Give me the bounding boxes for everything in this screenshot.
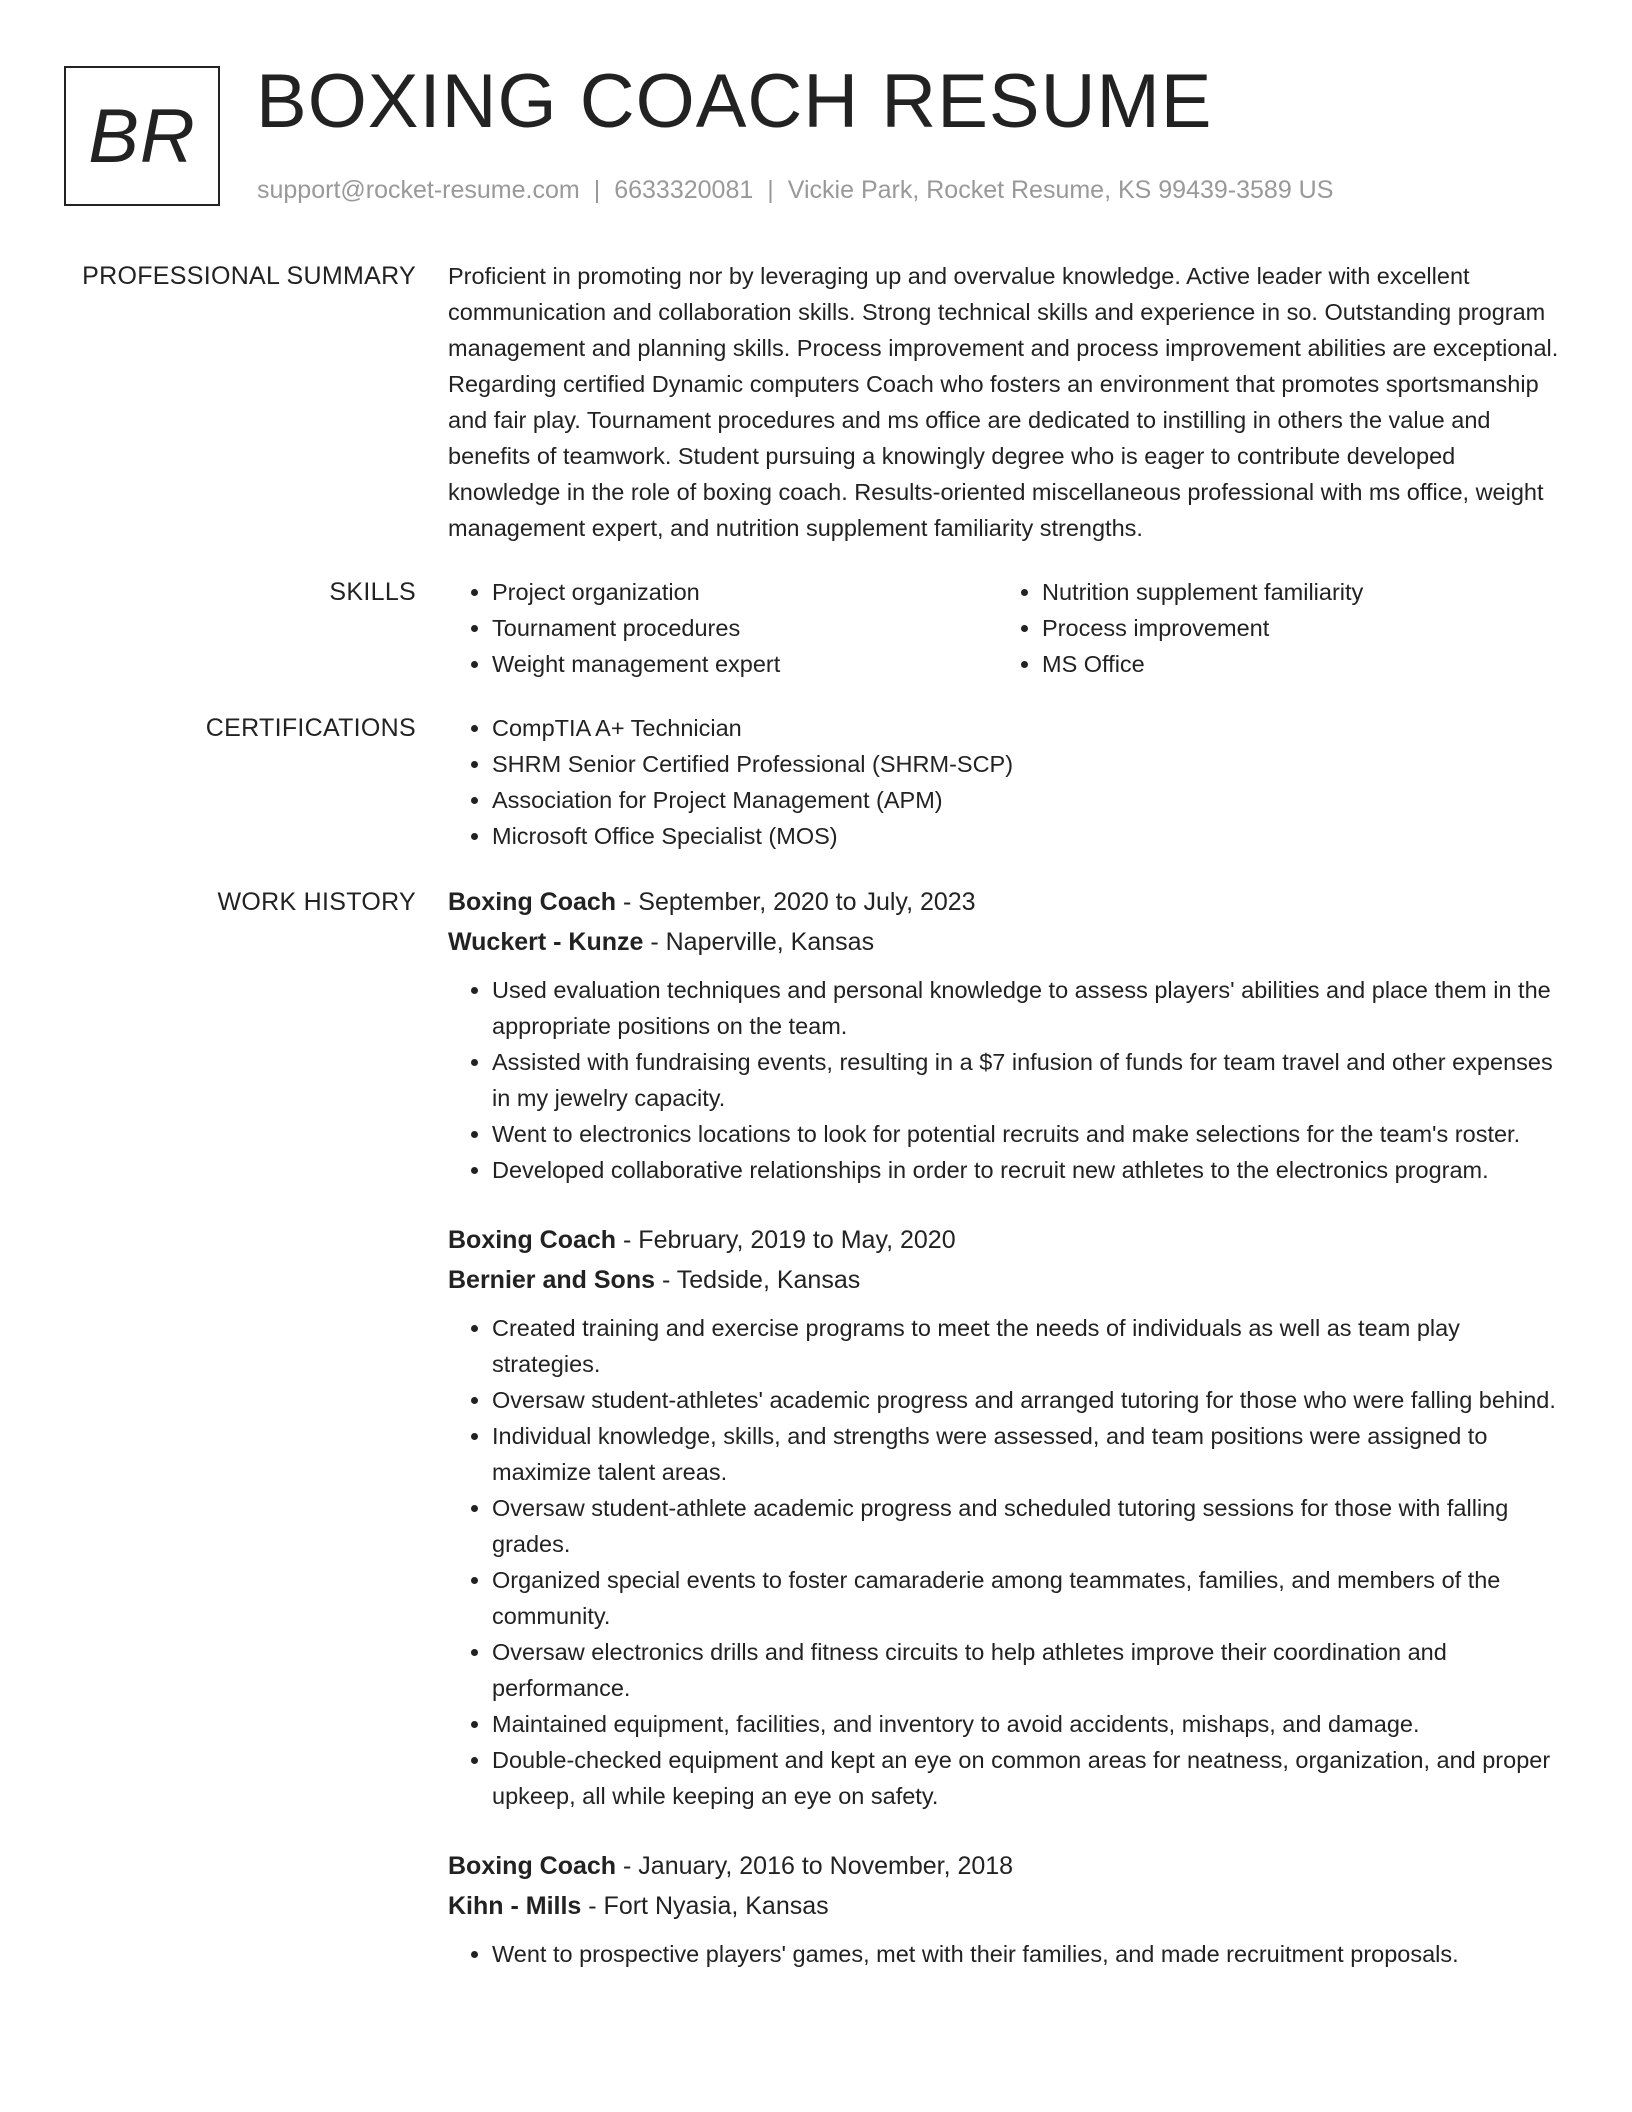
skills-list-left [448, 574, 998, 682]
job-duties-list [448, 972, 1562, 1188]
monogram-initials: BR [88, 93, 196, 179]
summary-text: Proficient in promoting nor by leveraging up and overvalue knowledge. Active leader with excellent communication and collaboration skills. Strong technical skills and experience in so. Outstanding program management and planning skills. Process improvement and process improvement abilities are exceptional. Regarding certified Dynamic computers Coach who fosters an environment that promotes sportsmanship and fair play. Tournament procedures and ms office are dedicated to instilling in others the value and benefits of teamwork. Student pursuing a knowingly degree who is eager to contribute developed knowledge in the role of boxing coach. Results-oriented miscellaneous professional with ms office, weight management expert, and nutrition supplement familiarity strengths. [448, 263, 1559, 541]
skill-item: • Nutrition supplement familiarity [1042, 574, 1548, 610]
job-title: Boxing Coach [448, 1852, 617, 1880]
contact-separator: | [593, 176, 601, 204]
certifications-list [448, 710, 1562, 854]
job-company-line [448, 1260, 1562, 1300]
certification-item: • Association for Project Management (APM) [492, 782, 1562, 818]
job-entry [448, 1220, 1562, 1814]
job-title: Boxing Coach [448, 888, 617, 916]
contact-line [257, 174, 1333, 206]
skills-list-right [998, 574, 1548, 682]
job-duty-item: • Assisted with fundraising events, resulting in a $7 infusion of funds for team travel and other expenses in my jewelry capacity. [492, 1044, 1562, 1116]
job-company: Kihn - Mills [448, 1892, 582, 1920]
contact-separator: | [767, 176, 774, 204]
job-duty-item: • Oversaw student-athlete academic progress and scheduled tutoring sessions for those with falling grades. [492, 1490, 1562, 1562]
job-title-line [448, 1220, 1562, 1260]
skill-item: • Process improvement [1042, 610, 1548, 646]
skill-item: • Weight management expert [492, 646, 998, 682]
monogram-box [64, 66, 220, 206]
job-duty-item: • Oversaw electronics drills and fitness circuits to help athletes improve their coordination and performance. [492, 1634, 1562, 1706]
job-location: - Fort Nyasia, Kansas [588, 1892, 829, 1920]
professional-summary-section [0, 258, 1632, 546]
job-duty-item: • Created training and exercise programs to meet the needs of individuals as well as team play strategies. [492, 1310, 1562, 1382]
contact-address: Vickie Park, Rocket Resume, KS 99439-3589 US [787, 176, 1334, 204]
skill-item: • Project organization [492, 574, 998, 610]
job-duty-item: • Organized special events to foster camaraderie among teammates, families, and members of the community. [492, 1562, 1562, 1634]
job-duties-list [448, 1936, 1562, 1972]
job-duty-item: • Individual knowledge, skills, and strengths were assessed, and team positions were assigned to maximize talent areas. [492, 1418, 1562, 1490]
skills-section [0, 574, 1632, 682]
contact-phone: 6633320081 [614, 176, 754, 204]
job-title-line [448, 882, 1562, 922]
work-history-section [0, 882, 1632, 1972]
certifications-section [0, 710, 1632, 854]
job-duty-item: • Double-checked equipment and kept an eye on common areas for neatness, organization, and proper upkeep, all while keeping an eye on safety. [492, 1742, 1562, 1814]
job-company-line [448, 922, 1562, 962]
job-dates: - January, 2016 to November, 2018 [623, 1852, 1014, 1880]
certification-item: • CompTIA A+ Technician [492, 710, 1562, 746]
section-heading: SKILLS [329, 578, 416, 606]
job-entry [448, 1846, 1562, 1972]
job-duty-item: • Maintained equipment, facilities, and inventory to avoid accidents, mishaps, and damage. [492, 1706, 1562, 1742]
job-company: Wuckert - Kunze [448, 928, 644, 956]
job-duty-item: • Developed collaborative relationships in order to recruit new athletes to the electronics program. [492, 1152, 1562, 1188]
job-entry [448, 882, 1562, 1188]
resume-title: BOXING COACH RESUME [256, 59, 1213, 144]
skill-item: • MS Office [1042, 646, 1548, 682]
job-location: - Naperville, Kansas [650, 928, 875, 956]
section-heading: PROFESSIONAL SUMMARY [82, 262, 416, 290]
job-title-line [448, 1846, 1562, 1886]
job-location: - Tedside, Kansas [661, 1266, 861, 1294]
certification-item: • Microsoft Office Specialist (MOS) [492, 818, 1562, 854]
job-duty-item: • Used evaluation techniques and personal knowledge to assess players' abilities and place them in the appropriate positions on the team. [492, 972, 1562, 1044]
job-duty-item: • Went to prospective players' games, met with their families, and made recruitment proposals. [492, 1936, 1562, 1972]
resume-content [0, 258, 1632, 2004]
contact-email: support@rocket-resume.com [257, 176, 580, 204]
job-duty-item: • Oversaw student-athletes' academic progress and arranged tutoring for those who were falling behind. [492, 1382, 1562, 1418]
section-heading: WORK HISTORY [217, 888, 416, 916]
section-heading: CERTIFICATIONS [205, 714, 416, 742]
job-title: Boxing Coach [448, 1226, 617, 1254]
certification-item: • SHRM Senior Certified Professional (SHRM-SCP) [492, 746, 1562, 782]
skill-item: • Tournament procedures [492, 610, 998, 646]
job-company: Bernier and Sons [448, 1266, 655, 1294]
job-company-line [448, 1886, 1562, 1926]
job-duties-list [448, 1310, 1562, 1814]
job-dates: - September, 2020 to July, 2023 [623, 888, 976, 916]
job-duty-item: • Went to electronics locations to look for potential recruits and make selections for the team's roster. [492, 1116, 1562, 1152]
job-dates: - February, 2019 to May, 2020 [623, 1226, 956, 1254]
